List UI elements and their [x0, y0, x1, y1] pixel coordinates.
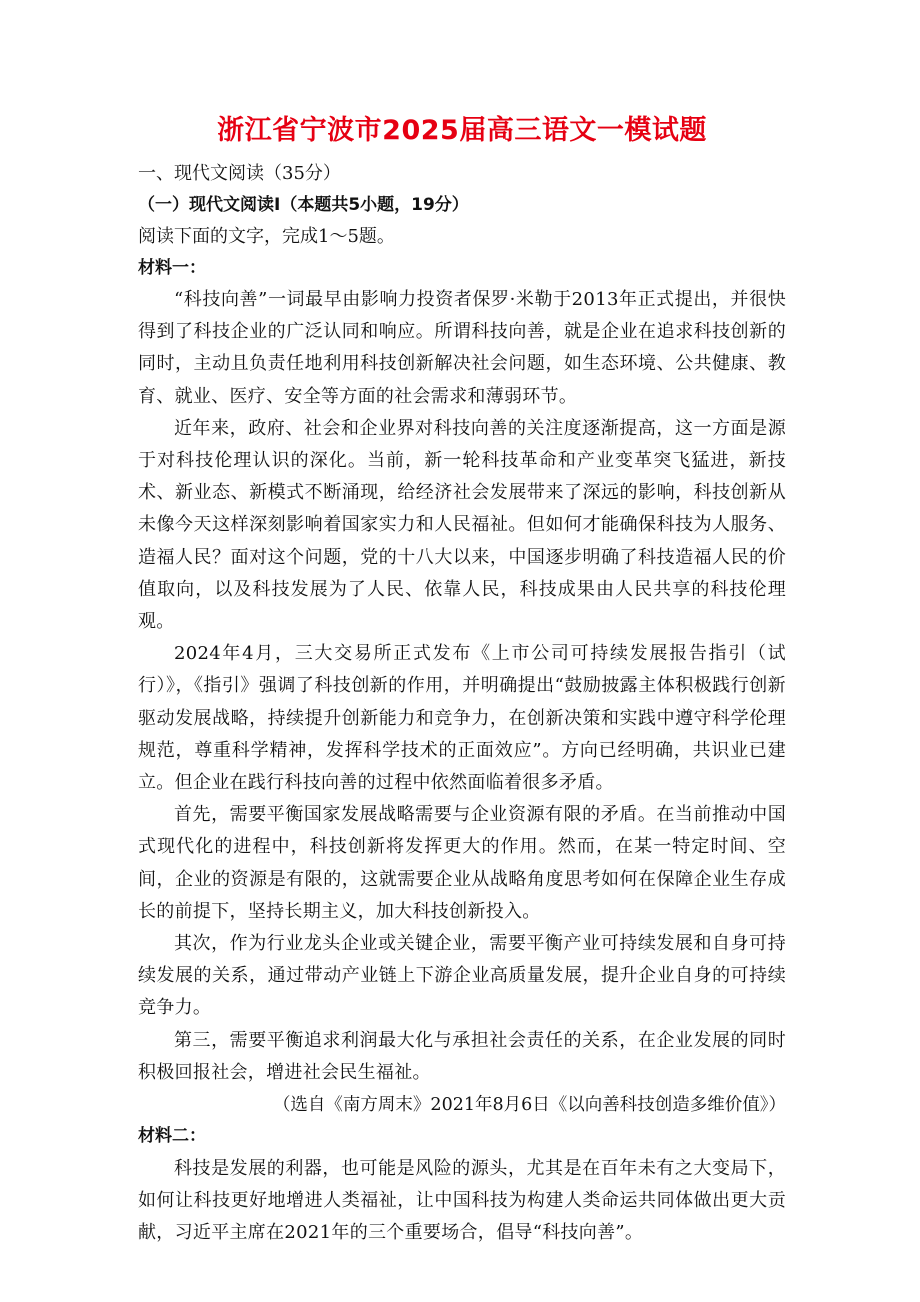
material-one-paragraph: 第三，需要平衡追求利润最大化与承担社会责任的关系，在企业发展的同时积极回报社会，增进社会民生福祉。 [138, 1029, 786, 1083]
material-one-paragraph: 首先，需要平衡国家发展战略需要与企业资源有限的矛盾。在当前推动中国式现代化的进程中，科技创新将发挥更大的作用。然而，在某一特定时间、空间，企业的资源是有限的，这就需要企业从战略角度思考如何在保障企业生存成长的前提下，坚持长期主义，加大科技创新投入。 [138, 804, 786, 922]
material-one-paragraph: “科技向善”一词最早由影响力投资者保罗·米勒于2013年正式提出，并很快得到了科技企业的广泛认同和响应。所谓科技向善，就是企业在追求科技创新的同时，主动且负责任地利用科技创新解决社会问题，如生态环境、公共健康、教育、就业、医疗、安全等方面的社会需求和薄弱环节。 [138, 289, 786, 407]
instruction-text: 阅读下面的文字，完成1～5题。 [138, 226, 395, 247]
material-two-paragraph: 科技是发展的利器，也可能是风险的源头，尤其是在百年未有之大变局下，如何让科技更好地增进人类福祉，让中国科技为构建人类命运共同体做出更大贡献，习近平主席在2021年的三个重要场合，倡导“科技向善”。 [138, 1157, 786, 1243]
material-one-paragraph: 2024年4月，三大交易所正式发布《上市公司可持续发展报告指引（试行）》，《指引》强调了科技创新的作用，并明确提出“鼓励披露主体积极践行创新驱动发展战略，持续提升创新能力和竞争力，在创新决策和实践中遵守科学伦理规范，尊重科学精神，发挥科学技术的正面效应”。方向已经明确，共识业已建立。但企业在践行科技向善的过程中依然面临着很多矛盾。 [138, 643, 786, 794]
material-one-paragraph: 近年来，政府、社会和企业界对科技向善的关注度逐渐提高，这一方面是源于对科技伦理认识的深化。当前，新一轮科技革命和产业变革突飞猛进，新技术、新业态、新模式不断涌现，给经济社会发展带来了深远的影响，科技创新从未像今天这样深刻影响着国家实力和人民福祉。但如何才能确保科技为人服务、造福人民？面对这个问题，党的十八大以来，中国逐步明确了科技造福人民的价值取向，以及科技发展为了人民、依靠人民，科技成果由人民共享的科技伦理观。 [138, 417, 786, 633]
material-one-paragraph: 其次，作为行业龙头企业或关键企业，需要平衡产业可持续发展和自身可持续发展的关系，通过带动产业链上下游企业高质量发展，提升企业自身的可持续竞争力。 [138, 933, 786, 1019]
document-page [138, 108, 786, 1249]
material-one-label: 材料一： [138, 257, 206, 278]
section-heading: 一、现代文阅读（35分） [138, 163, 341, 184]
material-one-source: （选自《南方周末》2021年8月6日《以向善科技创造多维价值》） [272, 1095, 786, 1116]
subsection-heading: （一）现代文阅读Ⅰ（本题共5小题，19分） [138, 194, 469, 215]
document-title: 浙江省宁波市2025届高三语文一模试题 [217, 115, 707, 146]
material-two-label: 材料二： [138, 1126, 206, 1147]
